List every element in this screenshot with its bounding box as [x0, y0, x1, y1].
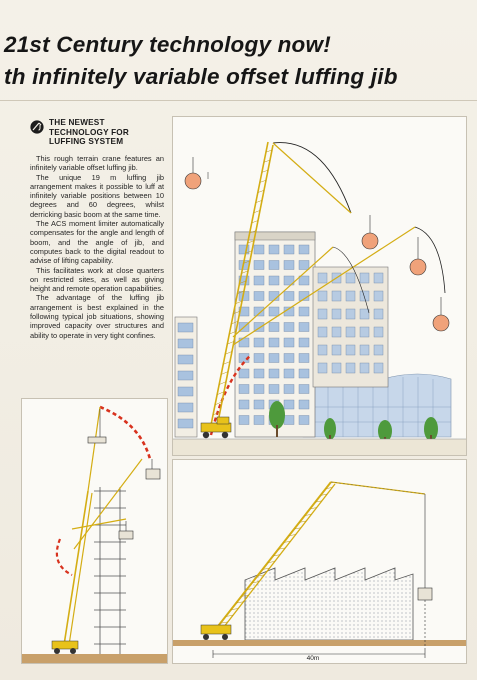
dimension-label: 40m [306, 655, 320, 662]
ground [173, 640, 466, 646]
ground [22, 654, 167, 663]
window [254, 245, 264, 254]
crane-beside-tower-illustration [21, 398, 168, 664]
middle-building [313, 267, 388, 387]
headline-line-1: 21st Century technology now! [4, 32, 331, 57]
window [239, 385, 249, 394]
section-title [49, 118, 161, 147]
window [299, 416, 309, 425]
window [254, 261, 264, 270]
window [346, 327, 355, 337]
window [318, 273, 327, 283]
window [239, 416, 249, 425]
window [269, 292, 279, 301]
window [318, 291, 327, 301]
crane-beside-tower-drawing [22, 399, 167, 663]
window [299, 338, 309, 347]
window [360, 327, 369, 337]
window [178, 339, 193, 348]
window [299, 276, 309, 285]
window [284, 354, 294, 363]
window [346, 363, 355, 373]
section-title-line-2: TECHNOLOGY FOR [49, 127, 129, 137]
window [269, 261, 279, 270]
window [239, 338, 249, 347]
window [178, 419, 193, 428]
window [239, 369, 249, 378]
window [269, 369, 279, 378]
window [299, 307, 309, 316]
window [254, 385, 264, 394]
window [269, 323, 279, 332]
ground [173, 439, 466, 455]
paragraph-advantage: The advantage of the luffing jib arrangement is best explained in the following typical job situations, showing improved capacity over structures and ability to operate in very tight confines. [30, 293, 164, 340]
window [269, 354, 279, 363]
window [299, 385, 309, 394]
paragraph-luffing-jib: The unique 19 m luffing jib arrangement makes it possible to luff at infinitely variable positions between 10 degrees and 60 degrees, whilst derricking basic boom at the same time. [30, 172, 164, 219]
window [299, 354, 309, 363]
window [374, 363, 383, 373]
window [332, 345, 341, 355]
section-title-line-3: LUFFING SYSTEM [49, 137, 124, 147]
window [332, 363, 341, 373]
headline-line-2: th infinitely variable offset luffing jib [4, 64, 398, 89]
window [299, 261, 309, 270]
window [254, 338, 264, 347]
crane-over-warehouse-drawing [173, 460, 466, 663]
window [284, 245, 294, 254]
crane-over-buildings-illustration [172, 116, 467, 456]
window [318, 327, 327, 337]
window [360, 291, 369, 301]
window [254, 416, 264, 425]
window [318, 363, 327, 373]
window [346, 309, 355, 319]
window [360, 345, 369, 355]
window [332, 291, 341, 301]
window [254, 354, 264, 363]
body-text [30, 154, 164, 340]
window [269, 385, 279, 394]
window [239, 400, 249, 409]
window [284, 292, 294, 301]
header-divider [0, 100, 477, 101]
window [284, 261, 294, 270]
window [346, 345, 355, 355]
paragraph-acs-limiter: The ACS moment limiter automatically compensates for the angle and length of boom, and the angle of jib, and computes back to the digital readout to advise of lifting capability. [30, 219, 164, 266]
paragraph-intro: This rough terrain crane features an infinitely variable offset luffing jib. [30, 154, 164, 173]
crane-over-buildings-drawing [173, 117, 466, 455]
window [254, 276, 264, 285]
window [254, 369, 264, 378]
window [284, 338, 294, 347]
window [284, 323, 294, 332]
window [269, 276, 279, 285]
window [346, 291, 355, 301]
paragraph-close-quarters: This facilitates work at close quarters on restricted sites, as well as giving height and remote operation capabilities. [30, 265, 164, 294]
window [360, 273, 369, 283]
window [254, 400, 264, 409]
crane-over-warehouse-illustration [172, 459, 467, 664]
window [299, 400, 309, 409]
window [269, 245, 279, 254]
window [374, 309, 383, 319]
window [284, 369, 294, 378]
window [360, 363, 369, 373]
window [374, 327, 383, 337]
window [346, 273, 355, 283]
window [360, 309, 369, 319]
section-title-line-1: THE NEWEST [49, 118, 105, 127]
window [374, 273, 383, 283]
window [299, 323, 309, 332]
load [418, 588, 432, 600]
window [178, 387, 193, 396]
window [332, 309, 341, 319]
window [178, 371, 193, 380]
window [299, 245, 309, 254]
window [284, 400, 294, 409]
window [254, 307, 264, 316]
window [178, 403, 193, 412]
window [254, 292, 264, 301]
window [269, 307, 279, 316]
window [178, 323, 193, 332]
crane-hook-logo-icon [30, 120, 44, 134]
warehouse [245, 568, 413, 640]
window [332, 327, 341, 337]
window [318, 309, 327, 319]
window [284, 416, 294, 425]
window [178, 355, 193, 364]
window [269, 338, 279, 347]
window [299, 369, 309, 378]
left-building [175, 317, 197, 437]
window [318, 345, 327, 355]
window [374, 345, 383, 355]
window [284, 385, 294, 394]
window [374, 291, 383, 301]
